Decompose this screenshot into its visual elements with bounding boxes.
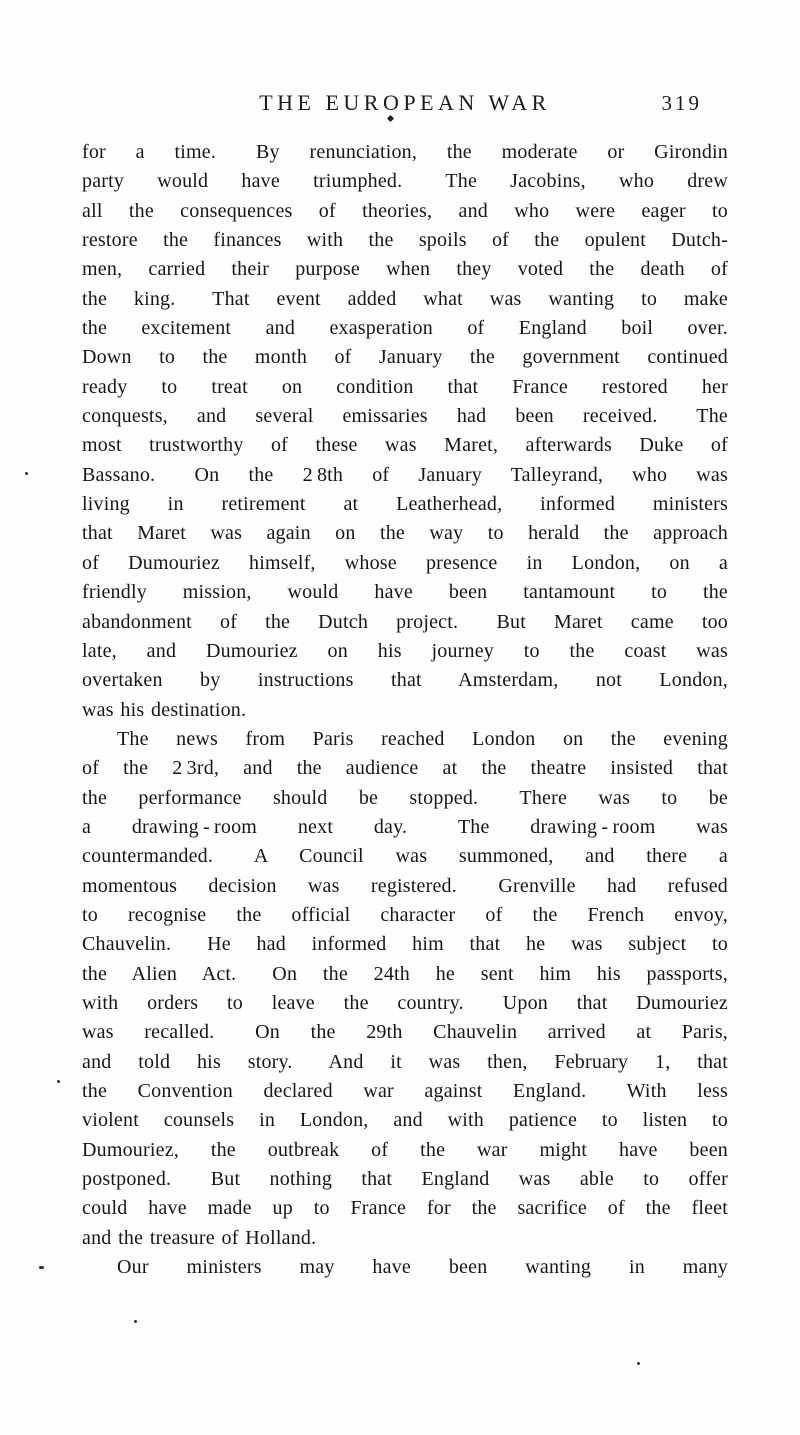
paragraph <box>82 138 728 725</box>
text-line: the king. That event added what was wanting to make <box>82 287 728 310</box>
paragraph <box>82 725 728 1253</box>
text-line: party would have triumphed. The Jacobins, who drew <box>82 170 728 193</box>
text-line: and told his story. And it was then, February 1, that <box>82 1050 728 1073</box>
text-line: ready to treat on condition that France restored her <box>82 375 728 398</box>
text-line: the Alien Act. On the 24th he sent him his passports, <box>82 962 728 985</box>
text-line: Dumouriez, the outbreak of the war might have been <box>82 1138 728 1161</box>
text-line: friendly mission, would have been tantamount to the <box>82 581 728 604</box>
scan-speck <box>25 472 28 475</box>
text-line: for a time. By renunciation, the moderate or Girondin <box>82 141 728 163</box>
text-line: The news from Paris reached London on the evening <box>117 727 728 750</box>
text-line: was his destination. <box>82 698 247 721</box>
text-line: with orders to leave the country. Upon that Dumouriez <box>82 991 728 1014</box>
text-line: conquests, and several emissaries had been received. The <box>82 405 728 428</box>
text-line: men, carried their purpose when they voted the death of <box>82 258 728 281</box>
text-line: could have made up to France for the sacrifice of the fleet <box>82 1197 728 1220</box>
text-line: overtaken by instructions that Amsterdam, not London, <box>82 669 728 692</box>
text-line: postponed. But nothing that England was able to offer <box>82 1168 728 1191</box>
body-text <box>82 138 728 1282</box>
text-line: countermanded. A Council was summoned, and there a <box>82 845 728 868</box>
text-line: the performance should be stopped. There was to be <box>82 786 728 809</box>
text-line: late, and Dumouriez on his journey to the coast was <box>82 639 728 662</box>
running-header <box>82 90 728 120</box>
text-line: abandonment of the Dutch project. But Maret came too <box>82 610 728 633</box>
text-line: Bassano. On the 2 8th of January Talleyrand, who was <box>82 463 728 486</box>
text-line: all the consequences of theories, and who were eager to <box>82 199 728 222</box>
paragraph <box>82 1253 728 1282</box>
page-title: THE EUROPEAN WAR <box>259 90 551 115</box>
text-line: was recalled. On the 29th Chauvelin arrived at Paris, <box>82 1021 728 1044</box>
text-line: momentous decision was registered. Grenville had refused <box>82 874 728 897</box>
scan-speck <box>39 1266 44 1269</box>
text-line: Down to the month of January the government continued <box>82 346 728 369</box>
text-line: violent counsels in London, and with patience to listen to <box>82 1109 728 1132</box>
text-line: that Maret was again on the way to herald the approach <box>82 522 728 545</box>
text-line: restore the finances with the spoils of the opulent Dutch- <box>82 229 728 252</box>
scan-speck <box>134 1320 137 1323</box>
text-line: living in retirement at Leatherhead, informed ministers <box>82 493 728 516</box>
scan-speck <box>637 1362 640 1365</box>
text-line: of Dumouriez himself, whose presence in London, on a <box>82 551 728 574</box>
scan-speck <box>57 1080 60 1083</box>
text-line: and the treasure of Holland. <box>82 1226 317 1249</box>
text-line: the Convention declared war against England. With less <box>82 1080 728 1102</box>
text-line: the excitement and exasperation of England boil over. <box>82 317 728 340</box>
text-line: most trustworthy of these was Maret, afterwards Duke of <box>82 434 728 457</box>
text-line: Our ministers may have been wanting in many <box>117 1256 728 1279</box>
text-line: of the 2 3rd, and the audience at the theatre insisted that <box>82 757 728 780</box>
text-line: to recognise the official character of the French envoy, <box>82 903 728 926</box>
text-line: a drawing - room next day. The drawing - room was <box>82 815 728 838</box>
text-line: Chauvelin. He had informed him that he was subject to <box>82 933 728 956</box>
page-number: 319 <box>661 91 702 115</box>
